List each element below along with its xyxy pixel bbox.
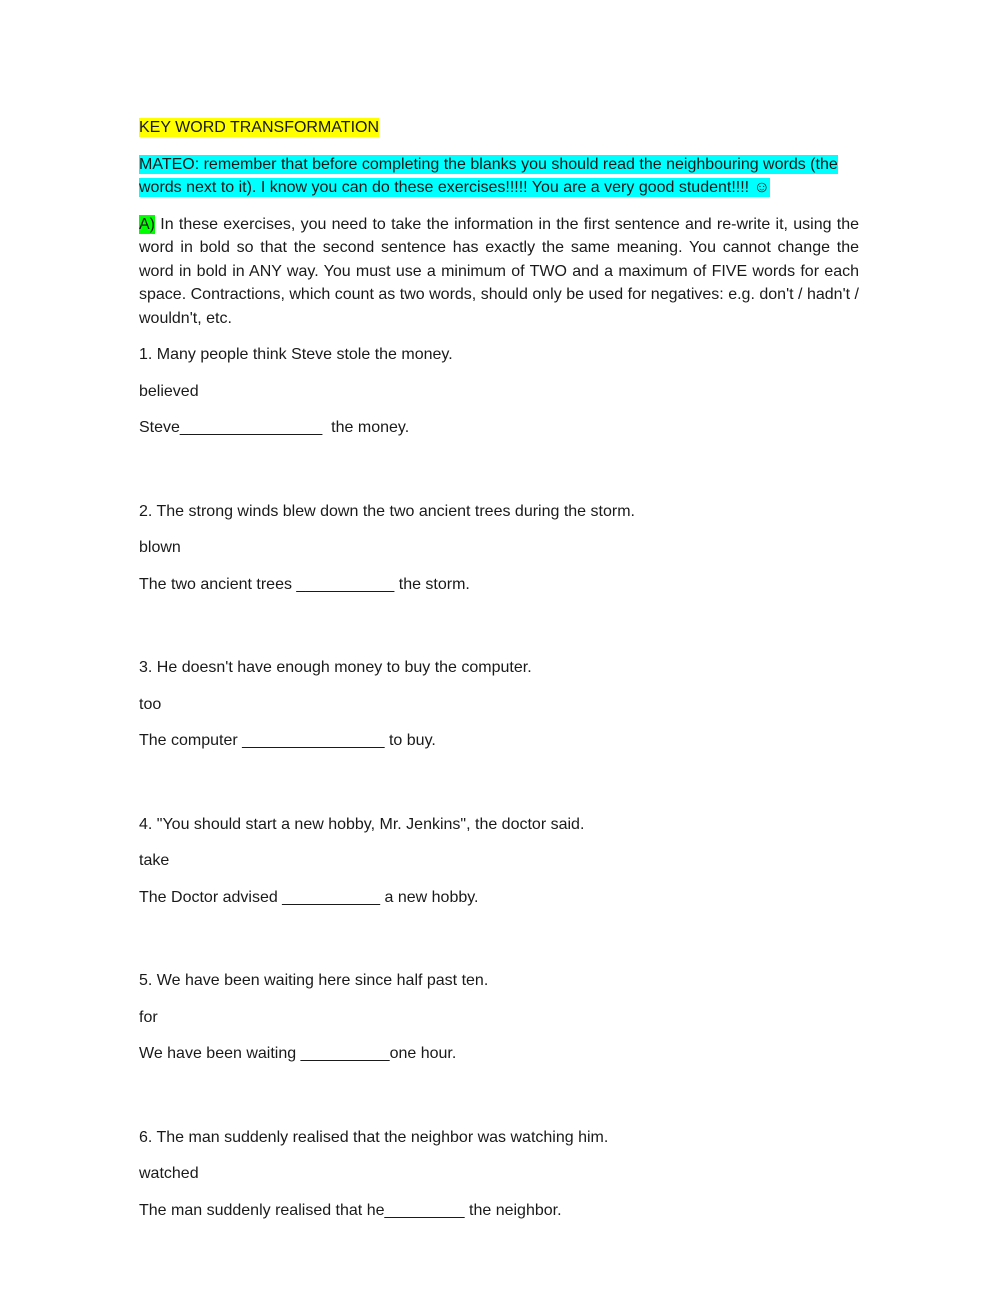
exercise-keyword: blown xyxy=(139,539,181,556)
exercise-prompt: The man suddenly realised that he_________ the neighbor. xyxy=(139,1201,562,1219)
exercise-item-1 xyxy=(139,343,859,440)
exercise-sentence: 2. The strong winds blew down the two ancient trees during the storm. xyxy=(139,502,635,520)
exercise-prompt: The two ancient trees ___________ the storm. xyxy=(139,575,470,593)
page-title-line xyxy=(139,116,859,140)
exercise-item-4 xyxy=(139,813,859,910)
exercise-sentence: 1. Many people think Steve stole the money. xyxy=(139,346,453,363)
exercise-item-6 xyxy=(139,1126,859,1223)
exercise-prompt: The Doctor advised ___________ a new hobby. xyxy=(139,888,479,906)
exercise-item-3 xyxy=(139,656,859,753)
exercise-keyword: take xyxy=(139,852,170,869)
exercise-item-2 xyxy=(139,500,859,597)
exercise-keyword: too xyxy=(139,695,162,713)
instructions-paragraph xyxy=(139,213,859,331)
exercise-prompt: The computer ________________ to buy. xyxy=(139,732,436,749)
exercise-prompt: Steve________________ the money. xyxy=(139,419,410,436)
page-title: KEY WORD TRANSFORMATION xyxy=(139,119,380,136)
exercise-keyword: believed xyxy=(139,382,199,400)
worksheet-content xyxy=(139,116,859,1282)
exercise-sentence: 5. We have been waiting here since half past ten. xyxy=(139,972,489,989)
exercise-sentence: 4. "You should start a new hobby, Mr. Jenkins", the doctor said. xyxy=(139,815,585,833)
exercise-prompt: We have been waiting __________one hour. xyxy=(139,1045,457,1062)
section-label: A) xyxy=(139,215,155,233)
exercise-keyword: for xyxy=(139,1008,158,1026)
teacher-note xyxy=(139,153,859,200)
teacher-note-text: MATEO: remember that before completing the blanks you should read the neighbouring words (the words next to it). I know you can do these exercises!!!!! You are a very good student!!!! ☺ xyxy=(139,155,838,196)
exercise-sentence: 3. He doesn't have enough money to buy the computer. xyxy=(139,659,532,676)
exercise-item-5 xyxy=(139,969,859,1066)
exercise-sentence: 6. The man suddenly realised that the neighbor was watching him. xyxy=(139,1128,609,1146)
exercise-keyword: watched xyxy=(139,1165,199,1182)
instructions-text: In these exercises, you need to take the information in the first sentence and re-write it, using the word in bold so that the second sentence has exactly the same meaning. You cannot change the word in bold in ANY way. You must use a minimum of TWO and a maximum of FIVE words for each space. Contractions, which count as two words, should only be used for negatives: e.g. don't / hadn't / wouldn't, etc. xyxy=(139,215,859,327)
